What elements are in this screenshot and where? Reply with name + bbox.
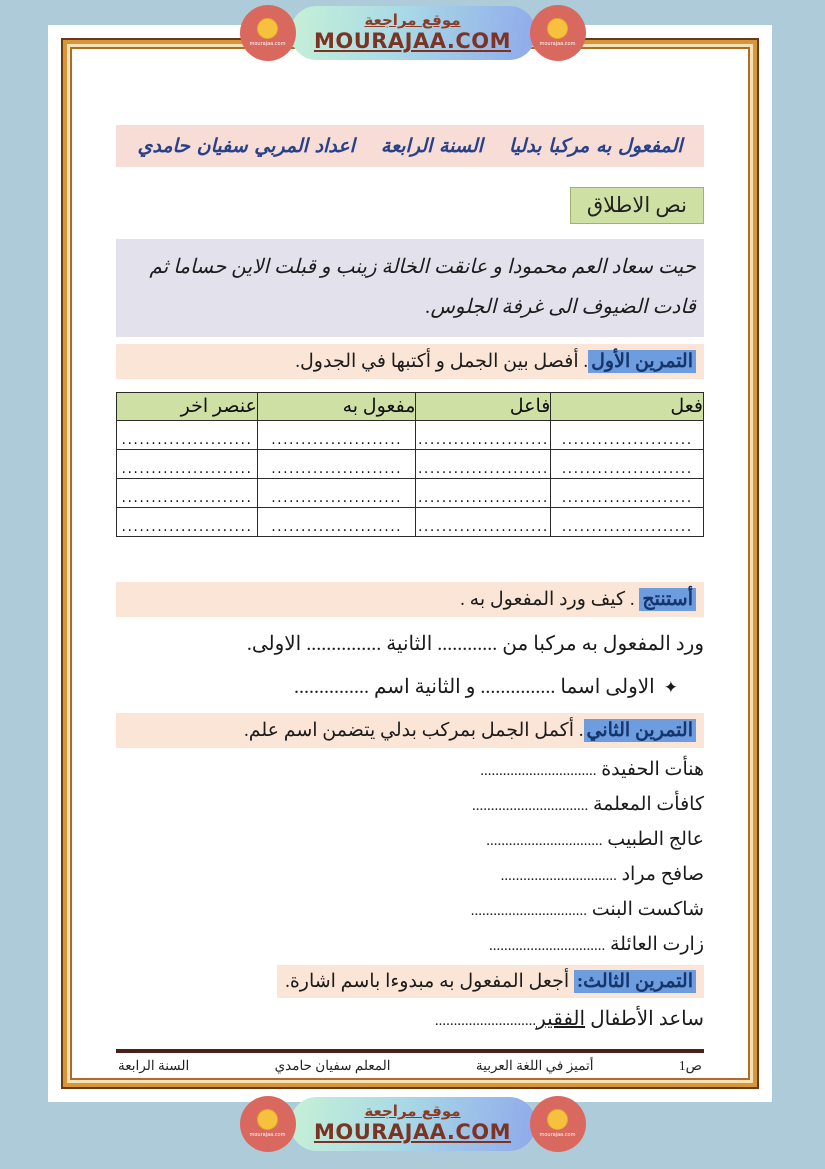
page-ornate-frame	[61, 38, 759, 1089]
logo-caption: mourajaa.com	[539, 41, 576, 48]
answer-blank: ...............................	[471, 798, 589, 814]
exercise2-instruction: أكمل الجمل بمركب بدلي يتضمن اسم علم.	[243, 720, 574, 741]
column-header-verb: فعل	[551, 393, 704, 421]
table-row	[117, 450, 704, 479]
table-row	[117, 479, 704, 508]
answer-cell[interactable]: ......................	[416, 421, 551, 450]
bottom-banner	[240, 1096, 586, 1152]
column-header-object: مفعول به	[257, 393, 415, 421]
answer-cell[interactable]: ......................	[117, 508, 258, 537]
item-text: كافأت المعلمة	[592, 794, 704, 815]
site-logo-icon	[240, 1096, 296, 1152]
banner-pill	[290, 1097, 536, 1151]
title-grade: السنة الرابعة	[380, 135, 483, 157]
star-bullet-icon: ✦	[663, 678, 678, 697]
exercise2-item[interactable]	[116, 753, 704, 788]
logo-emblem-icon	[257, 18, 278, 39]
exercise3-header-row	[116, 965, 704, 998]
top-banner	[240, 5, 586, 61]
site-url-link[interactable]: MOURAJAA.COM	[313, 29, 512, 54]
conclusion-label: أستنتج	[639, 588, 696, 611]
footer-book-title: أتميز في اللغة العربية	[475, 1058, 594, 1073]
exercise1-separator: .	[583, 351, 589, 372]
logo-emblem-icon	[547, 1109, 568, 1130]
exercise1-label: التمرين الأول	[588, 350, 696, 373]
answer-cell[interactable]: ......................	[117, 450, 258, 479]
exercise3-instruction: أجعل المفعول به مبدوءا باسم اشارة.	[285, 971, 570, 992]
site-url-link[interactable]: MOURAJAA.COM	[313, 1120, 512, 1145]
banner-pill	[290, 6, 536, 60]
site-name: موقع مراجعة	[364, 1102, 461, 1121]
exercise1-instruction: أفصل بين الجمل و أكتبها في الجدول.	[295, 351, 579, 372]
conclusion-question: . كيف ورد المفعول به .	[460, 589, 635, 610]
answer-cell[interactable]: ......................	[257, 508, 415, 537]
conclusion-fill-line[interactable]: ورد المفعول به مركبا من ............ الثانية ............... الاولى.	[246, 633, 704, 655]
exercise3-sentence[interactable]	[116, 1002, 704, 1036]
exercise2-header	[116, 713, 704, 748]
item-text: عالج الطبيب	[607, 829, 704, 850]
page-footer	[116, 1058, 704, 1074]
document-page	[48, 25, 772, 1102]
exercise2-separator: .	[578, 720, 584, 741]
footer-divider	[116, 1049, 704, 1053]
exercise2-item[interactable]	[116, 928, 704, 963]
sentence-analysis-table	[116, 392, 704, 537]
logo-caption: mourajaa.com	[249, 41, 286, 48]
reading-passage	[116, 239, 704, 337]
conclusion-header	[116, 582, 704, 617]
answer-cell[interactable]: ......................	[257, 450, 415, 479]
answer-cell[interactable]: ......................	[551, 508, 704, 537]
exercise1-header	[116, 344, 704, 379]
item-text: هنأت الحفيدة	[601, 759, 704, 780]
passage-line: حيت سعاد العم محمودا و عانقت الخالة زينب و قبلت الاين حساما ثم	[149, 256, 696, 278]
answer-cell[interactable]: ......................	[551, 450, 704, 479]
answer-cell[interactable]: ......................	[551, 479, 704, 508]
answer-blank: ...............................	[486, 833, 603, 849]
answer-blank: ...............................	[488, 938, 606, 954]
table-row	[117, 421, 704, 450]
column-header-other: عنصر اخر	[117, 393, 258, 421]
exercise3-label: التمرين الثالث:	[574, 970, 696, 993]
answer-cell[interactable]: ......................	[257, 421, 415, 450]
answer-cell[interactable]: ......................	[117, 479, 258, 508]
exercise2-item[interactable]	[116, 893, 704, 928]
title-lesson: المفعول به مركبا بدليا	[508, 135, 683, 157]
logo-emblem-icon	[547, 18, 568, 39]
answer-cell[interactable]: ......................	[551, 421, 704, 450]
exercise2-item[interactable]	[116, 858, 704, 893]
answer-cell[interactable]: ......................	[117, 421, 258, 450]
site-logo-icon	[240, 5, 296, 61]
item-text: شاكست البنت	[591, 899, 704, 920]
exercise2-item[interactable]	[116, 788, 704, 823]
conclusion-fill-line[interactable]	[116, 670, 704, 705]
logo-caption: mourajaa.com	[539, 1132, 576, 1139]
answer-cell[interactable]: ......................	[257, 479, 415, 508]
passage-line: قادت الضيوف الى غرفة الجلوس.	[425, 296, 696, 318]
item-text: زارت العائلة	[609, 934, 704, 955]
conclusion-fill-text: الاولى اسما ............... و الثانية اسم ...............	[294, 676, 655, 698]
answer-blank: ...........................	[434, 1013, 537, 1029]
logo-emblem-icon	[257, 1109, 278, 1130]
item-text: صافح مراد	[621, 864, 704, 885]
sentence-text: ساعد الأطفال	[585, 1008, 704, 1030]
table-row	[117, 508, 704, 537]
exercise2-label: التمرين الثاني	[584, 719, 697, 742]
footer-page-number: ص1	[678, 1058, 702, 1073]
answer-cell[interactable]: ......................	[416, 479, 551, 508]
answer-blank: ...............................	[470, 903, 587, 919]
logo-caption: mourajaa.com	[249, 1132, 286, 1139]
column-header-subject: فاعل	[416, 393, 551, 421]
worksheet-title	[116, 125, 704, 167]
answer-cell[interactable]: ......................	[416, 508, 551, 537]
answer-blank: ...............................	[480, 763, 597, 779]
site-name: موقع مراجعة	[364, 11, 461, 30]
intro-text-label: نص الاطلاق	[570, 187, 704, 224]
answer-blank: ...............................	[500, 868, 617, 884]
sentence-underlined-word: الفقير	[536, 1008, 586, 1030]
footer-grade: السنة الرابعة	[118, 1058, 190, 1073]
title-author: اعداد المربي سفيان حامدي	[137, 135, 355, 157]
site-logo-icon	[530, 5, 586, 61]
answer-cell[interactable]: ......................	[416, 450, 551, 479]
exercise3-header	[277, 965, 704, 998]
exercise2-item[interactable]	[116, 823, 704, 858]
footer-teacher-name: المعلم سفيان حامدي	[274, 1058, 391, 1073]
site-logo-icon	[530, 1096, 586, 1152]
